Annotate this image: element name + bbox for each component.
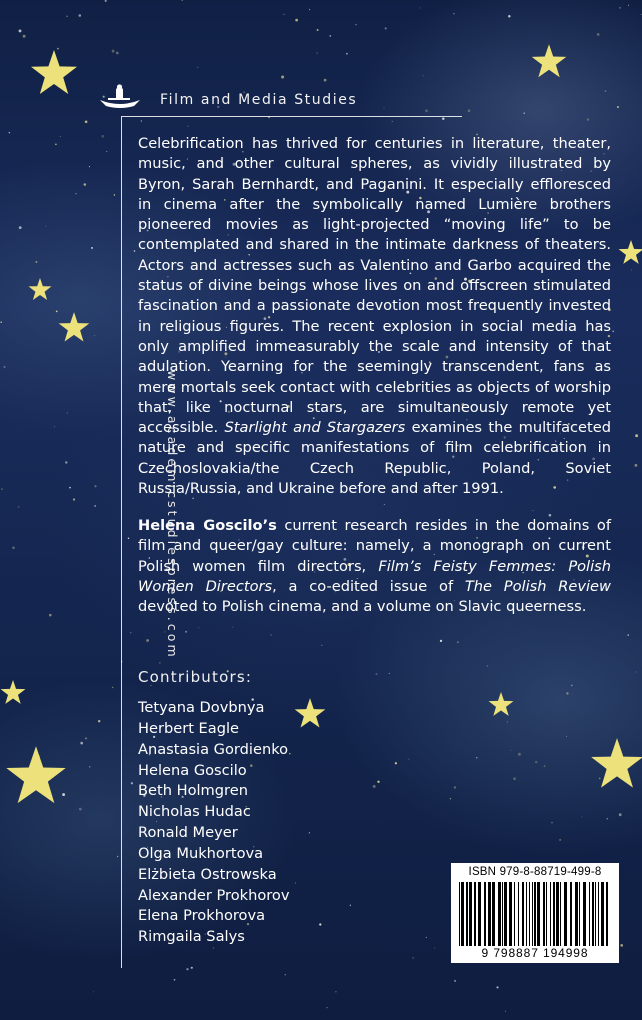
header-divider	[122, 116, 462, 117]
contributor-name: Helena Goscilo	[138, 761, 247, 779]
bio-text: devoted to Polish cinema, and a volume on Slavic queerness.	[138, 598, 587, 616]
star-icon	[28, 278, 52, 301]
margin-divider	[121, 116, 122, 968]
contributor-name: Olga Mukhortova	[138, 844, 264, 862]
bio-text: current research resides in the domains of film and queer/gay culture: namely, a monograph on current Polish women film directors,	[138, 517, 612, 575]
bio-work-title: The Polish Review	[464, 577, 611, 595]
star-icon	[30, 50, 78, 96]
star-icon	[294, 698, 326, 729]
barcode-digits: 9 798887 194998	[481, 946, 589, 960]
author-bio	[138, 516, 611, 617]
contributor-name: Ronald Meyer	[138, 824, 238, 842]
contributors-list	[138, 698, 290, 948]
star-icon	[488, 692, 514, 717]
contributor-name: Nicholas Hudac	[138, 803, 251, 821]
contributors-heading: Contributors:	[138, 668, 253, 686]
contributor-name: Rimgaila Salys	[138, 928, 245, 946]
star-icon	[590, 738, 642, 790]
bio-text: , a co-edited issue of	[272, 577, 465, 595]
star-icon	[5, 746, 67, 806]
book-blurb	[138, 134, 611, 499]
contributor-name: Elena Prokhorova	[138, 907, 266, 925]
contributor-name: Beth Holmgren	[138, 782, 248, 800]
barcode-bars	[459, 882, 611, 946]
contributor-name: Alexander Prokhorov	[138, 886, 290, 904]
star-icon	[531, 44, 567, 79]
contributor-name: Elżbieta Ostrowska	[138, 865, 277, 883]
author-name: Helena Goscilo’s	[138, 517, 277, 534]
contributor-name: Herbert Eagle	[138, 719, 240, 737]
isbn-number: ISBN 979-8-88719-499-8	[468, 866, 602, 878]
series-title: Film and Media Studies	[160, 92, 358, 108]
book-title: Starlight and Stargazers	[224, 419, 406, 437]
star-icon	[0, 680, 26, 705]
isbn-barcode	[451, 863, 619, 963]
boat-logo-icon	[98, 84, 142, 110]
contributor-name: Anastasia Gordienko	[138, 740, 289, 758]
bio-work-title: Film’s Feisty Femmes: Polish Women Directors	[138, 557, 612, 595]
star-icon	[618, 240, 642, 265]
star-icon	[58, 312, 90, 343]
blurb-text: Celebrification has thrived for centuries in literature, theater, music, and other cultural spheres, as vividly illustrated by Byron, Sarah Bernhardt, and Paganini. It especially effloresced in cinema after the symbolically named Lumière brothers pioneered movies as light-projected “moving life” to be contemplated and shared in the intimate darkness of theaters. Actors and actresses such as Valentino and Garbo acquired the status of divine beings whose lives on and offscreen stimulated fascination and a passionate devotion most frequently invested in religious figures. The recent explosion in social media has only amplified immeasurably the scale and intensity of that adulation. Yearning for the seemingly transcendent, fans as mere mortals seek contact with celebrities as objects of worship that, like nocturnal stars, are simultaneously remote yet accessible.	[138, 135, 611, 437]
publisher-url[interactable]: www.academicstudiespress.com	[165, 370, 180, 660]
contributor-name: Tetyana Dovbnya	[138, 699, 265, 716]
blurb-text: examines the multifaceted nature and specific manifestations of film celebrification in Czechoslovakia/the Czech Republic, Poland, Soviet Russia/Russia, and Ukraine before and after 1991.	[138, 419, 611, 498]
